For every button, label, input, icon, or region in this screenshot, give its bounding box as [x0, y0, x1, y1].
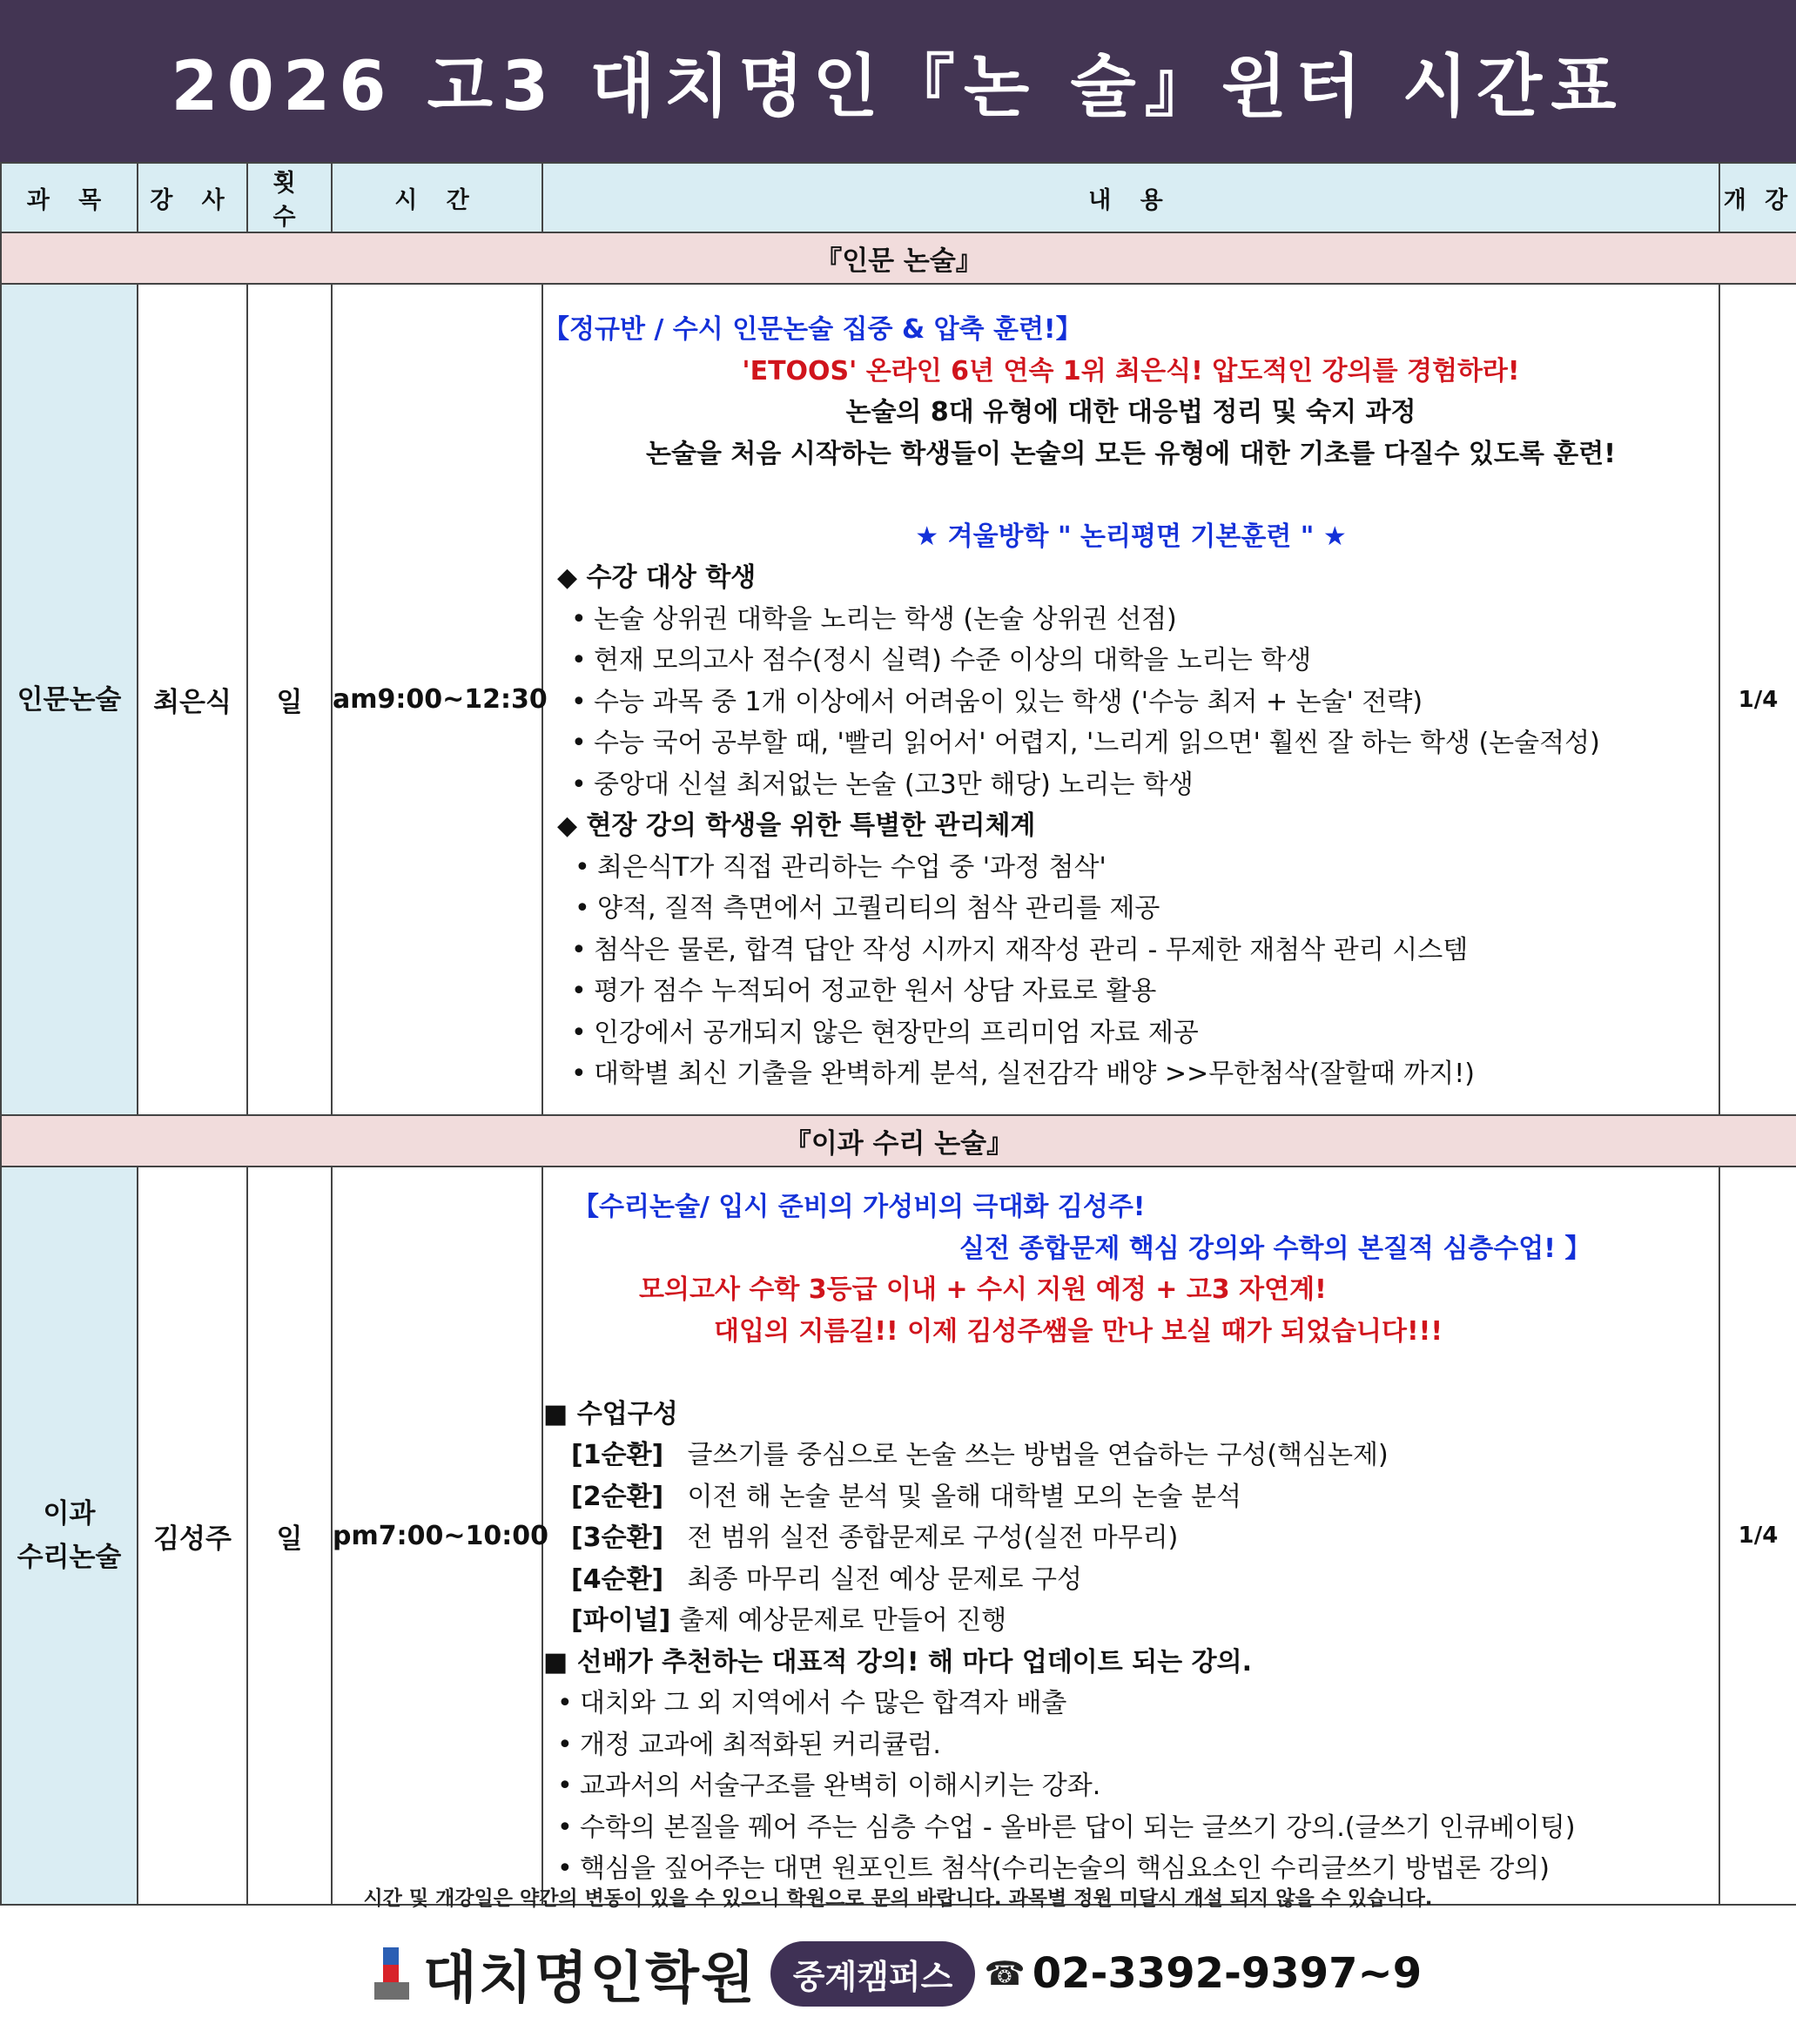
content-cell-humanities	[542, 284, 1719, 1115]
intro-line: ★ 겨울방학 " 논리평면 기본훈련 " ★	[915, 521, 1347, 552]
list-item	[543, 1765, 1719, 1807]
list-item	[543, 971, 1719, 1012]
list-item	[543, 1725, 1719, 1766]
list-item	[543, 1012, 1719, 1054]
subject-cell	[1, 1167, 138, 1905]
phase-text: 출제 예상문제로 만들어 진행	[678, 1605, 1007, 1637]
academy-name: 대치명인학원	[422, 1947, 757, 2011]
list-item	[543, 682, 1719, 723]
table-header-row	[1, 163, 1796, 232]
list-item	[543, 640, 1719, 682]
list-item	[543, 930, 1719, 972]
intro-line: 'ETOOS' 온라인 6년 연속 1위 최은식! 압도적인 강의를 경험하라!	[742, 355, 1520, 387]
list-item-text: 논술 상위권 대학을 노리는 학생 (논술 상위권 선점)	[594, 603, 1177, 635]
list-item-text: 수학의 본질을 꿰어 주는 심층 수업 - 올바른 답이 되는 글쓰기 강의.(글쓰기 인큐베이팅)	[580, 1812, 1576, 1843]
bullet-icon: •	[571, 1059, 587, 1090]
list-item	[543, 1807, 1719, 1849]
bullet-icon: •	[575, 893, 590, 925]
list-item	[543, 1053, 1719, 1095]
bullet-icon: •	[571, 728, 587, 759]
open-date-cell: 1/4	[1719, 284, 1796, 1115]
header-subject: 과 목	[1, 163, 138, 232]
phase-tag: [파이널]	[571, 1605, 671, 1637]
list-item-text: 수능 과목 중 1개 이상에서 어려움이 있는 학생 ('수능 최저 + 논술' 전략)	[594, 686, 1423, 717]
time-cell: am9:00~12:30	[332, 284, 542, 1115]
subject-cell: 인문논술	[1, 284, 138, 1115]
intro-line: 모의고사 수학 3등급 이내 + 수시 지원 예정 + 고3 자연계!	[639, 1274, 1327, 1306]
list-item-text: 현재 모의고사 점수(정시 실력) 수준 이상의 대학을 노리는 학생	[594, 645, 1312, 676]
teacher-cell: 최은식	[138, 284, 247, 1115]
list-item-text: 평가 점수 누적되어 정교한 원서 상담 자료로 활용	[594, 976, 1157, 1007]
section-label-science: 『이과 수리 논술』	[1, 1115, 1796, 1167]
section-label-humanities: 『인문 논술』	[1, 232, 1796, 284]
list-item-text: 교과서의 서술구조를 완벽히 이해시키는 강좌.	[580, 1771, 1101, 1802]
phase-text: 전 범위 실전 종합문제로 구성(실전 마무리)	[687, 1523, 1179, 1554]
list-item-text: 대학별 최신 기출을 완벽하게 분석, 실전감각 배양 >>무한첨삭(잘할때 까지!)	[594, 1059, 1475, 1090]
list-item-text: 양적, 질적 측면에서 고퀄리티의 첨삭 관리를 제공	[597, 893, 1160, 925]
phase-item	[543, 1559, 1719, 1601]
phase-text: 글쓰기를 중심으로 논술 쓰는 방법을 연습하는 구성(핵심논제)	[687, 1440, 1389, 1471]
list-item-text: 개정 교과에 최적화된 커리큘럼.	[580, 1729, 941, 1760]
count-cell: 일	[247, 1167, 332, 1905]
bullet-icon: •	[571, 1017, 587, 1048]
intro-line: 대입의 지름길!! 이제 김성주쌤을 만나 보실 때가 되었습니다!!!	[714, 1315, 1443, 1347]
list-item	[543, 888, 1719, 930]
course-row-humanities	[1, 284, 1796, 1115]
schedule-table	[0, 162, 1796, 1906]
section-row-science	[1, 1115, 1796, 1167]
list-item-text: 수능 국어 공부할 때, '빨리 읽어서' 어렵지, '느리게 읽으면' 훨씬 잘 하는 학생 (논술적성)	[594, 728, 1600, 759]
bullet-icon: •	[571, 769, 587, 800]
teacher-cell: 김성주	[138, 1167, 247, 1905]
list-item	[543, 764, 1719, 806]
bullet-icon: •	[571, 603, 587, 635]
academy-footer	[0, 1934, 1796, 2013]
phase-tag: [2순환]	[571, 1481, 664, 1512]
page-title: 2026 고3 대치명인『논 술』윈터 시간표	[171, 48, 1625, 126]
bullet-icon: •	[575, 851, 590, 883]
structure-heading: ■ 수업구성	[543, 1398, 678, 1429]
bullet-icon: •	[571, 934, 587, 965]
content-cell-science	[542, 1167, 1719, 1905]
title-banner	[0, 0, 1796, 165]
list-item	[543, 599, 1719, 641]
phase-item	[543, 1435, 1719, 1476]
bullet-icon: •	[557, 1729, 573, 1760]
bullet-icon: •	[557, 1688, 573, 1719]
list-item	[543, 723, 1719, 764]
list-item-text: 핵심을 짚어주는 대면 원포인트 첨삭(수리논술의 핵심요소인 수리글쓰기 방법론 강의)	[580, 1853, 1550, 1885]
spacer	[543, 474, 1719, 516]
course-row-science	[1, 1167, 1796, 1905]
list-item	[543, 1683, 1719, 1725]
phase-tag: [1순환]	[571, 1440, 664, 1471]
target-heading: ◆ 수강 대상 학생	[557, 562, 757, 594]
intro-line: 【수리논술/ 입시 준비의 가성비의 극대화 김성주!	[573, 1192, 1146, 1223]
list-item-text: 첨삭은 물론, 합격 답안 작성 시까지 재작성 관리 - 무제한 재첨삭 관리 시스템	[594, 934, 1469, 965]
phone-icon: ☎	[984, 1954, 1026, 1993]
campus-badge: 중계캠퍼스	[770, 1941, 976, 2007]
header-time: 시 간	[332, 163, 542, 232]
spacer	[543, 1352, 1719, 1394]
bullet-icon: •	[571, 645, 587, 676]
bullet-icon: •	[571, 686, 587, 717]
bullet-icon: •	[557, 1771, 573, 1802]
list-item-text: 인강에서 공개되지 않은 현장만의 프리미엄 자료 제공	[594, 1017, 1199, 1048]
list-item-text: 대치와 그 외 지역에서 수 많은 합격자 배출	[580, 1688, 1067, 1719]
bullet-icon: •	[557, 1853, 573, 1885]
header-open: 개 강	[1719, 163, 1796, 232]
list-item	[543, 847, 1719, 889]
phase-text: 최종 마무리 실전 예상 문제로 구성	[687, 1563, 1082, 1595]
phase-item	[543, 1600, 1719, 1642]
header-count: 횟 수	[247, 163, 332, 232]
list-item-text: 중앙대 신설 최저없는 논술 (고3만 해당) 노리는 학생	[594, 769, 1194, 800]
intro-line: 【정규반 / 수시 인문논술 집중 & 압축 훈련!】	[543, 314, 1082, 346]
subject-line: 이과	[43, 1498, 96, 1530]
phone-number: 02-3392-9397~9	[1032, 1949, 1423, 1998]
intro-line: 실전 종합문제 핵심 강의와 수학의 본질적 심층수업! 】	[959, 1233, 1591, 1264]
academy-logo-icon	[374, 1947, 414, 2000]
intro-line: 논술을 처음 시작하는 학생들이 논술의 모든 유형에 대한 기초를 다질수 있도록 훈련!	[646, 438, 1616, 469]
phase-item	[543, 1476, 1719, 1518]
care-heading: ◆ 현장 강의 학생을 위한 특별한 관리체계	[557, 810, 1036, 842]
recommend-heading: ■ 선배가 추천하는 대표적 강의! 해 마다 업데이트 되는 강의.	[543, 1646, 1252, 1678]
phase-item	[543, 1517, 1719, 1559]
list-item-text: 최은식T가 직접 관리하는 수업 중 '과정 첨삭'	[597, 851, 1107, 883]
time-cell: pm7:00~10:00	[332, 1167, 542, 1905]
bullet-icon: •	[571, 976, 587, 1007]
subject-line: 수리논술	[17, 1542, 122, 1573]
open-date-cell: 1/4	[1719, 1167, 1796, 1905]
phase-tag: [3순환]	[571, 1523, 664, 1554]
intro-line: 논술의 8대 유형에 대한 대응법 정리 및 숙지 과정	[845, 397, 1416, 428]
phase-text: 이전 해 논술 분석 및 올해 대학별 모의 논술 분석	[687, 1481, 1241, 1512]
header-teacher: 강 사	[138, 163, 247, 232]
header-content: 내 용	[542, 163, 1719, 232]
section-row-humanities	[1, 232, 1796, 284]
bullet-icon: •	[557, 1812, 573, 1843]
phase-tag: [4순환]	[571, 1563, 664, 1595]
count-cell: 일	[247, 284, 332, 1115]
footer-notice: 시간 및 개강일은 약간의 변동이 있을 수 있으니 학원으로 문의 바랍니다. 과목별 정원 미달시 개설 되지 않을 수 있습니다.	[363, 1887, 1433, 1910]
